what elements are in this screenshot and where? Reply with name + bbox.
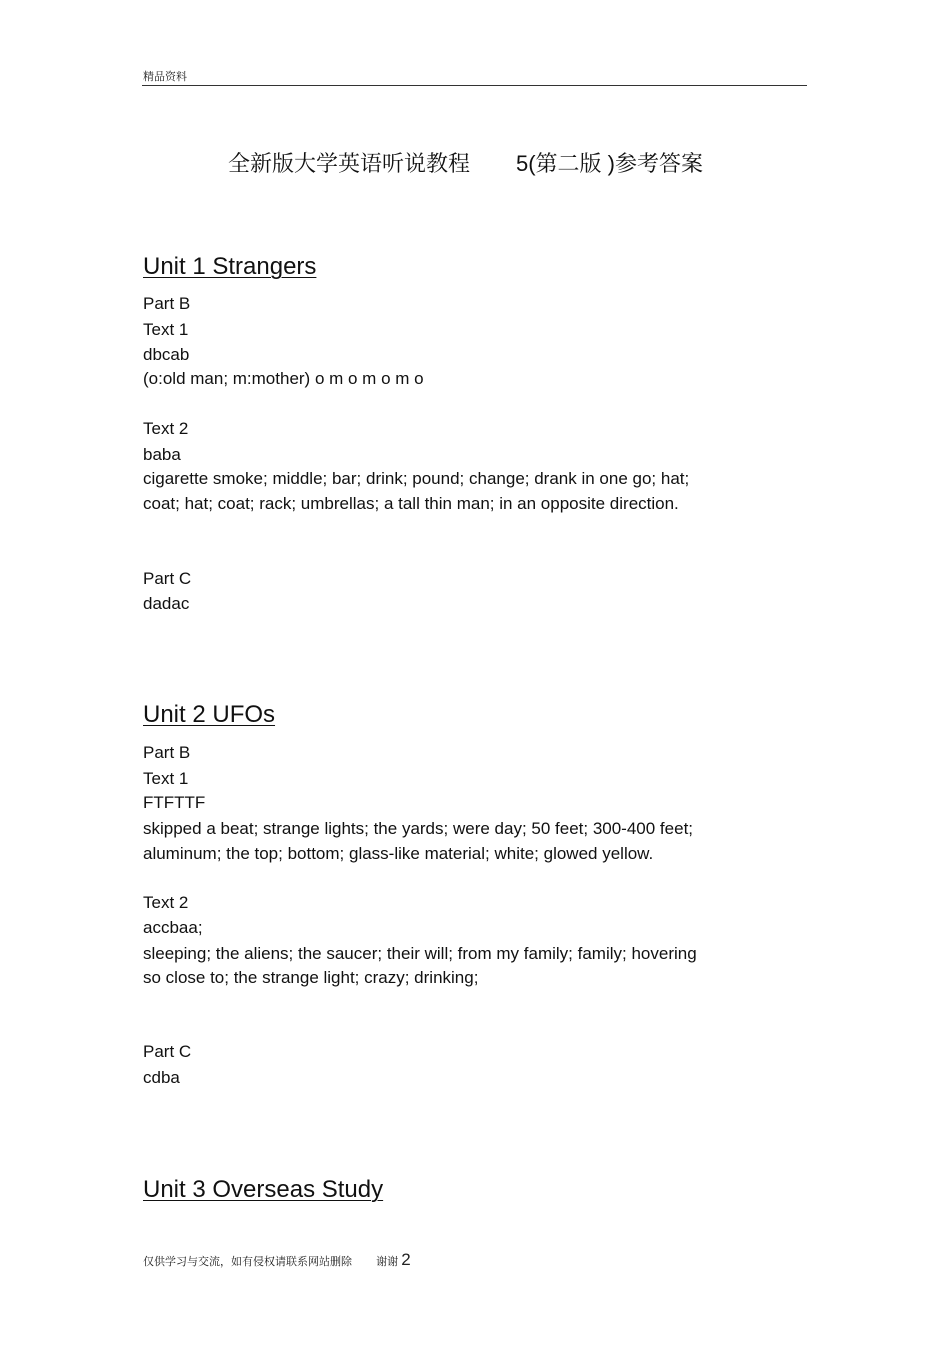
header-label: 精品资料 <box>143 71 187 83</box>
section-heading: Part B <box>143 743 191 762</box>
document-title-suffix: 5(第二版 )参考答案 <box>516 151 704 176</box>
section-heading: Part C <box>143 569 192 588</box>
answer-line: skipped a beat; strange lights; the yards; were day; 50 feet; 300-400 feet; <box>143 819 694 838</box>
footer <box>143 1250 411 1270</box>
subsection-heading: Text 2 <box>143 419 189 438</box>
answer-line: dbcab <box>143 345 190 364</box>
answer-line: FTFTTF <box>143 793 206 812</box>
subsection-heading: Text 2 <box>143 893 189 912</box>
document-title: 全新版大学英语听说教程 <box>228 151 471 176</box>
subsection-heading: Text 1 <box>143 769 189 788</box>
answer-line: accbaa; <box>143 918 203 937</box>
subsection-heading: Text 1 <box>143 320 189 339</box>
answer-line: aluminum; the top; bottom; glass-like material; white; glowed yellow. <box>143 844 654 863</box>
answer-line: sleeping; the aliens; the saucer; their will; from my family; family; hovering <box>143 944 697 963</box>
answer-line: cigarette smoke; middle; bar; drink; pound; change; drank in one go; hat; <box>143 469 690 488</box>
page-number: 2 <box>401 1250 411 1269</box>
header-divider <box>142 85 807 86</box>
footer-thanks: 谢谢 <box>376 1256 399 1268</box>
answer-line: baba <box>143 445 181 464</box>
section-heading: Part B <box>143 294 191 313</box>
section-heading: Part C <box>143 1042 192 1061</box>
answer-line: (o:old man; m:mother) o m o m o m o <box>143 369 424 388</box>
answer-line: coat; hat; coat; rack; umbrellas; a tall thin man; in an opposite direction. <box>143 494 679 513</box>
answer-line: cdba <box>143 1068 180 1087</box>
unit-title: Unit 1 Strangers <box>143 253 317 280</box>
answer-line: so close to; the strange light; crazy; drinking; <box>143 968 479 987</box>
answer-line: dadac <box>143 594 190 613</box>
unit-title: Unit 2 UFOs <box>143 701 276 728</box>
unit-title: Unit 3 Overseas Study <box>143 1176 384 1203</box>
footer-disclaimer: 仅供学习与交流，如有侵权请联系网站删除 <box>143 1256 352 1268</box>
